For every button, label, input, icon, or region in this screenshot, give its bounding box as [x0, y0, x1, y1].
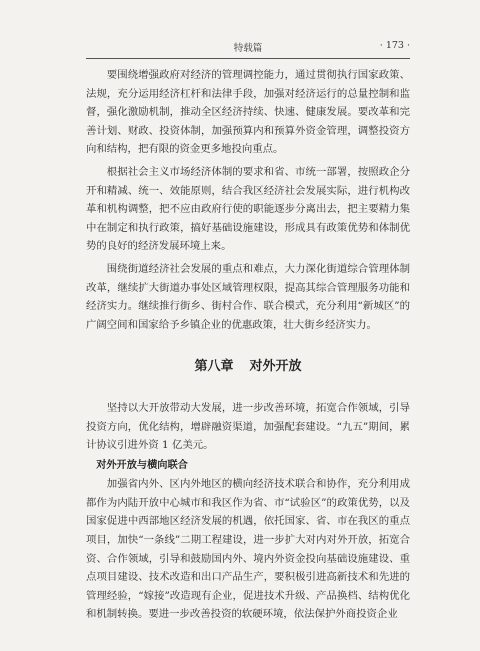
chapter-title: 对外开放: [249, 359, 302, 375]
paragraph: 坚持以大开放带动大发展，进一步改善环境，拓宽合作领域，引导投资方向，优化结构，增辟融资渠道，加强配套建设。“九五”期间，累计协议引进外资 1 亿美元。: [86, 401, 410, 452]
chapter-number: 第八章: [194, 359, 234, 375]
paragraph: 要围绕增强政府对经济的管理调控能力，通过贯彻执行国家政策、法规，充分运用经济杠杆和法律手段，加强对经济运行的总量控制和监督，强化激励机制，推动全区经济持续、快速、健康发展。要改革和完善计划、财政、投资体制，加强预算内和预算外资金管理，调整投资方向和结构，把有限的资金更多地投向重点。: [86, 69, 410, 156]
body-text: [86, 66, 410, 624]
header-rule: [86, 58, 410, 59]
running-header: [86, 40, 410, 56]
page-number: · 173 ·: [379, 40, 410, 51]
paragraph: 围绕街道经济社会发展的重点和难点，大力深化街道综合管理体制改革，继续扩大街道办事处区域管理权限，提高其综合管理服务功能和经济实力。继续推行街乡、街村合作、联合模式，充分利用“新城区”的广阔空间和国家给予乡镇企业的优惠政策，壮大街乡经济实力。: [86, 262, 410, 331]
paragraph: 根据社会主义市场经济体制的要求和省、市统一部署，按照政企分开和精减、统一、效能原则，结合我区经济社会发展实际，进行机构改革和机构调整，把不应由政府行使的职能逐步分离出去，把主要精力集中在制定和执行政策，搞好基础设施建设，形成具有政策优势和体制优势的良好的经济发展环境上来。: [86, 165, 410, 253]
section-title: 特载篇: [233, 43, 263, 54]
paragraph: 加强省内外、区内外地区的横向经济技术联合和协作，充分利用成都作为内陆开放中心城市和我区作为省、市“试验区”的政策优势，以及国家促进中西部地区经济发展的机遇，依托国家、省、市在我区的重点项目，加快“一条线”二期工程建设，进一步扩大对内对外开放，拓宽合资、合作领域，引导和鼓励国内外、境内外资金投向基础设施建设、重点项目建设、技术改造和出口产品生产，要积极引进高新技术和先进的管理经验，“嫁接”改造现有企业，促进技术升级、产品换档、结构优化和机制转换。要进一步改善投资的软硬环境，依法保护外商投资企业: [86, 478, 410, 621]
subsection-heading: 对外开放与横向联合: [96, 459, 188, 471]
chapter-heading: [86, 358, 410, 377]
